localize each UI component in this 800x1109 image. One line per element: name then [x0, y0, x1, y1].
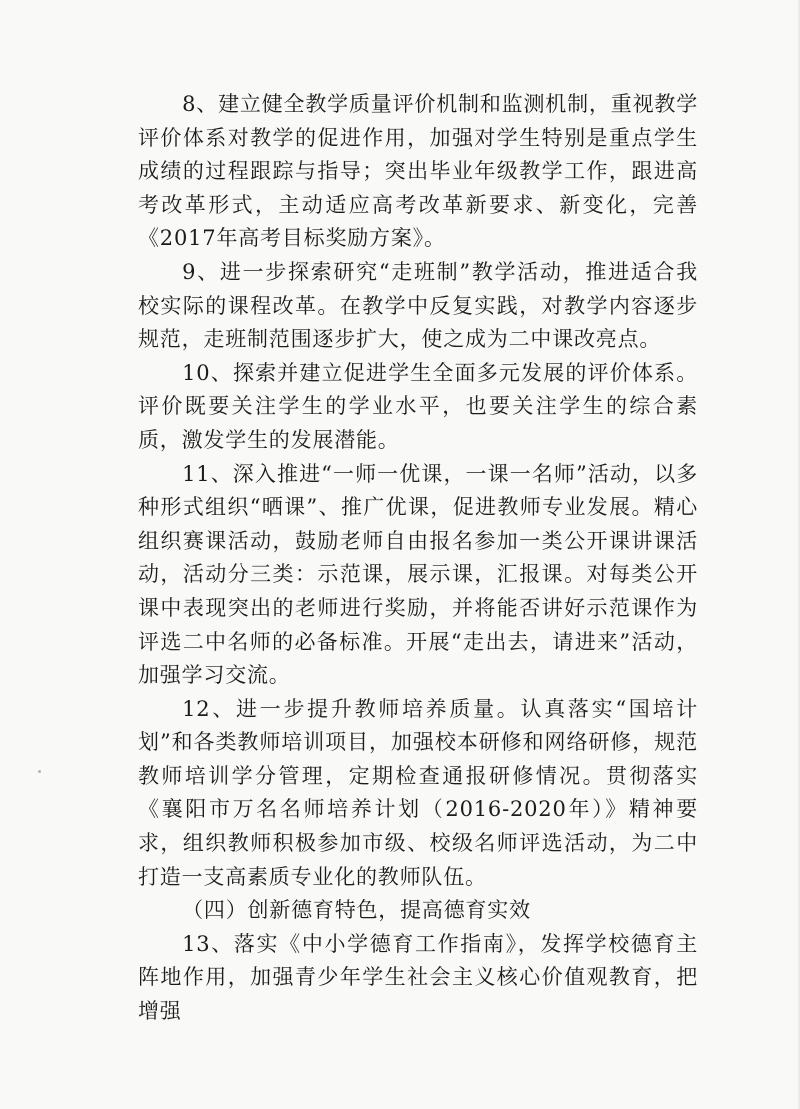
document-body	[138, 88, 698, 1029]
paragraph-11: 11、深入推进“一师一优课，一课一名师”活动，以多种形式组织“晒课”、推广优课，促进教师专业发展。精心组织赛课活动，鼓励老师自由报名参加一类公开课讲课活动，活动分三类：示范课，展示课，汇报课。对每类公开课中表现突出的老师进行奖励，并将能否讲好示范课作为评选二中名师的必备标准。开展“走出去，请进来”活动，加强学习交流。	[138, 461, 698, 688]
paragraph-9: 9、进一步探索研究“走班制”教学活动，推进适合我校实际的课程改革。在教学中反复实践，对教学内容逐步规范，走班制范围逐步扩大，使之成为二中课改亮点。	[138, 259, 698, 352]
paragraph-12: 12、进一步提升教师培养质量。认真落实“国培计划”和各类教师培训项目，加强校本研修和网络研修，规范教师培训学分管理，定期检查通报研修情况。贯彻落实《襄阳市万名名师培养计划（2016-2020年）》精神要求，组织教师积极参加市级、校级名师评选活动，为二中打造一支高素质专业化的教师队伍。	[138, 696, 698, 889]
section-heading-4: （四）创新德育特色，提高德育实效	[182, 898, 531, 923]
scan-speck	[38, 770, 41, 773]
paragraph-13: 13、落实《中小学德育工作指南》，发挥学校德育主阵地作用，加强青少年学生社会主义核心价值观教育，把增强	[138, 931, 698, 1024]
paragraph-10: 10、探索并建立促进学生全面多元发展的评价体系。评价既要关注学生的学业水平，也要关注学生的综合素质，激发学生的发展潜能。	[138, 360, 698, 452]
paragraph-8: 8、建立健全教学质量评价机制和监测机制，重视教学评价体系对教学的促进作用，加强对学生特别是重点学生成绩的过程跟踪与指导；突出毕业年级教学工作，跟进高考改革形式，主动适应高考改革新要求、新变化，完善《2017年高考目标奖励方案》。	[138, 92, 698, 251]
